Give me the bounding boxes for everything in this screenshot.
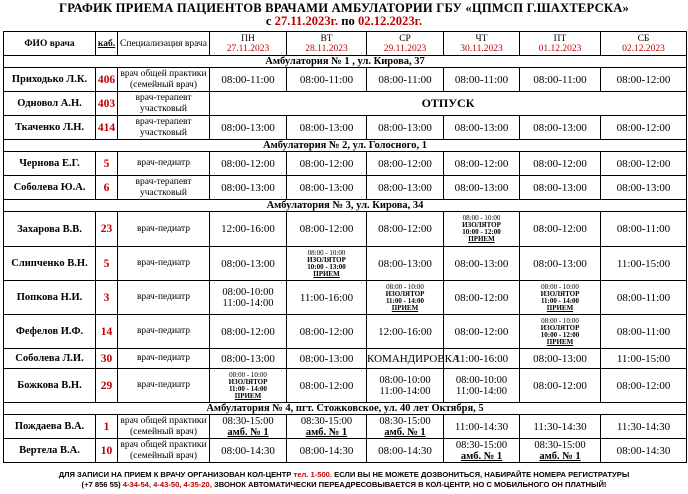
period-from: 27.11.2023г. xyxy=(274,14,339,28)
doctor-row xyxy=(4,68,687,92)
header-cab: каб. xyxy=(96,32,118,56)
schedule-cell: 08:00-12:00 xyxy=(210,315,287,349)
schedule-cell: 08:00-12:00 xyxy=(444,281,520,315)
doctor-name: Пождаева В.А. xyxy=(4,415,96,439)
cabinet-number: 414 xyxy=(96,116,118,140)
time-range: 10:00 - 12:00 xyxy=(540,330,580,339)
schedule-cell: 08:00-12:00 xyxy=(287,152,367,176)
time-range: 08:30-15:00 xyxy=(222,415,274,427)
schedule-cell: 08:00-13:00 xyxy=(210,116,287,140)
schedule-cell: 08:00-12:00 xyxy=(287,369,367,403)
doctor-name: Божкова В.Н. xyxy=(4,369,96,403)
schedule-cell: 08:00-14:30 xyxy=(210,439,287,463)
schedule-cell xyxy=(287,415,367,439)
time-range: 08:00 - 10:00 xyxy=(229,370,267,379)
schedule-cell: 11:00-14:30 xyxy=(444,415,520,439)
doctor-row xyxy=(4,349,687,369)
doctor-name: Одновол А.Н. xyxy=(4,92,96,116)
schedule-cell: 08:00-12:00 xyxy=(367,212,444,247)
schedule-cell xyxy=(520,281,601,315)
reception-label: ПРИЕМ xyxy=(468,235,495,243)
doctor-specialization: врач-педиатр xyxy=(118,212,210,247)
schedule-cell: 08:00-12:00 xyxy=(444,315,520,349)
time-range: 11:00 - 14:00 xyxy=(385,296,425,305)
schedule-cell: 08:00-11:00 xyxy=(210,68,287,92)
period-to-label: по xyxy=(341,14,355,28)
header-day: ВТ 28.11.2023 xyxy=(287,32,367,56)
reception-label: ПРИЕМ xyxy=(313,269,340,278)
doctor-name: Слипченко В.Н. xyxy=(4,247,96,281)
schedule-cell: 08:00-11:00 xyxy=(287,68,367,92)
schedule-cell xyxy=(210,415,287,439)
doctor-specialization: врач-терапевт участковый xyxy=(118,176,210,200)
schedule-cell: 08:00-11:00 xyxy=(444,68,520,92)
schedule-cell: 08:00-12:00 xyxy=(210,152,287,176)
isolator-label: ИЗОЛЯТОР xyxy=(307,255,346,264)
doctor-row xyxy=(4,212,687,247)
schedule-cell: 08:00-12:00 xyxy=(601,68,687,92)
schedule-cell: 08:00-13:00 xyxy=(520,349,601,369)
reception-label: ПРИЕМ xyxy=(546,337,574,346)
reception-label: ПРИЕМ xyxy=(546,303,574,312)
time-range: 11:00-14:00 xyxy=(456,385,507,397)
cabinet-number: 29 xyxy=(96,369,118,403)
schedule-cell: 08:00-12:00 xyxy=(520,212,601,247)
cabinet-number: 1 xyxy=(96,415,118,439)
reception-label: ПРИЕМ xyxy=(391,303,419,312)
doctor-row xyxy=(4,415,687,439)
schedule-cell: 11:00-15:00 xyxy=(601,247,687,281)
time-range: 10:00 - 12:00 xyxy=(462,228,501,236)
schedule-cell xyxy=(520,315,601,349)
section-title: Амбулатория № 4, пгт. Стожковское, ул. 40 лет Октября, 5 xyxy=(4,403,687,415)
schedule-cell: 08:00-12:00 xyxy=(287,212,367,247)
doctor-name: Вертела В.А. xyxy=(4,439,96,463)
doctor-row xyxy=(4,247,687,281)
doctor-specialization: врач-педиатр xyxy=(118,152,210,176)
section-row xyxy=(4,200,687,212)
doctor-name: Захарова В.В. xyxy=(4,212,96,247)
time-range: 08:00 - 10:00 xyxy=(307,248,346,257)
time-range: 08:00-10:00 xyxy=(222,286,274,298)
cabinet-number: 10 xyxy=(96,439,118,463)
header-name: ФИО врача xyxy=(4,32,96,56)
time-range: 08:00 - 10:00 xyxy=(462,214,501,222)
doctor-specialization: врач-педиатр xyxy=(118,315,210,349)
header-row xyxy=(4,32,687,56)
schedule-cell: 08:00-13:00 xyxy=(287,116,367,140)
header-day: СБ 02.12.2023 xyxy=(601,32,687,56)
schedule-cell: 11:00-16:00 xyxy=(444,349,520,369)
schedule-cell: 08:00-13:00 xyxy=(520,176,601,200)
time-range: 11:00 - 14:00 xyxy=(540,296,580,305)
doctor-row xyxy=(4,92,687,116)
schedule-cell: 08:00-12:00 xyxy=(444,152,520,176)
schedule-table xyxy=(3,31,687,463)
ambulatory-label: амб. № 1 xyxy=(384,426,426,438)
ambulatory-label: амб. № 1 xyxy=(460,450,503,462)
isolator-label: ИЗОЛЯТОР xyxy=(385,289,425,298)
schedule-cell: 08:00-11:00 xyxy=(601,281,687,315)
period-from-label: с xyxy=(265,14,272,28)
header-day: СР 29.11.2023 xyxy=(367,32,444,56)
schedule-cell xyxy=(367,281,444,315)
schedule-cell: 08:00-11:00 xyxy=(601,212,687,247)
time-range: 08:30-15:00 xyxy=(300,415,353,427)
time-range: 08:30-15:00 xyxy=(534,439,586,451)
doctor-specialization: врач-педиатр xyxy=(118,247,210,281)
doctor-row xyxy=(4,281,687,315)
schedule-cell xyxy=(444,212,520,247)
schedule-cell: 08:00-13:00 xyxy=(210,349,287,369)
doctor-specialization: врач-педиатр xyxy=(118,349,210,369)
cabinet-number: 14 xyxy=(96,315,118,349)
section-row xyxy=(4,56,687,68)
page-title: ГРАФИК ПРИЕМА ПАЦИЕНТОВ ВРАЧАМИ АМБУЛАТОРИИ ГБУ «ЦПМСП Г.ШАХТЕРСКА» xyxy=(59,1,629,15)
schedule-cell: 08:00-12:00 xyxy=(287,315,367,349)
schedule-cell: 08:00-12:00 xyxy=(367,152,444,176)
time-range: 08:00-10:00 xyxy=(379,374,431,386)
section-row xyxy=(4,403,687,415)
header-day: ПН 27.11.2023 xyxy=(210,32,287,56)
ambulatory-label: амб. № 1 xyxy=(305,426,348,438)
doctor-row xyxy=(4,369,687,403)
doctor-specialization: врач-педиатр xyxy=(118,369,210,403)
schedule-cell: 08:00-13:00 xyxy=(520,247,601,281)
schedule-cell: 08:00-12:00 xyxy=(601,369,687,403)
schedule-cell: 12:00-16:00 xyxy=(210,212,287,247)
doctor-name: Приходько Л.К. xyxy=(4,68,96,92)
time-range: 08:00-10:00 xyxy=(455,374,508,386)
cabinet-number: 30 xyxy=(96,349,118,369)
doctor-name: Попкова Н.И. xyxy=(4,281,96,315)
doctor-row xyxy=(4,152,687,176)
schedule-cell: 08:00-13:00 xyxy=(367,247,444,281)
doctor-specialization: врач-терапевт участковый xyxy=(118,116,210,140)
section-title: Амбулатория № 3, ул. Кирова, 34 xyxy=(4,200,687,212)
cabinet-number: 406 xyxy=(96,68,118,92)
header-spec: Специализация врача xyxy=(118,32,210,56)
schedule-cell: 08:00-11:00 xyxy=(520,68,601,92)
schedule-cell: 08:00-12:00 xyxy=(601,152,687,176)
schedule-period xyxy=(0,15,688,28)
schedule-cell: 12:00-16:00 xyxy=(367,315,444,349)
doctor-row xyxy=(4,439,687,463)
time-range: 08:30-15:00 xyxy=(455,439,508,451)
schedule-cell xyxy=(444,369,520,403)
schedule-cell: 08:00-13:00 xyxy=(601,176,687,200)
schedule-cell: 08:00-13:00 xyxy=(444,116,520,140)
cabinet-number: 5 xyxy=(96,247,118,281)
time-range: 08:00 - 10:00 xyxy=(541,316,579,325)
doctor-specialization: врач-терапевт участковый xyxy=(118,92,210,116)
isolator-label: ИЗОЛЯТОР xyxy=(228,377,268,386)
doctor-name: Соболева Л.И. xyxy=(4,349,96,369)
time-range: 10:00 - 13:00 xyxy=(307,262,346,271)
schedule-cell xyxy=(367,415,444,439)
schedule-cell xyxy=(367,369,444,403)
schedule-cell xyxy=(444,439,520,463)
doctor-specialization: врач общей практики (семейный врач) xyxy=(118,68,210,92)
isolator-label: ИЗОЛЯТОР xyxy=(540,323,580,332)
schedule-cell: 08:00-13:00 xyxy=(287,349,367,369)
section-row xyxy=(4,140,687,152)
cabinet-number: 403 xyxy=(96,92,118,116)
time-range: 08:00 - 10:00 xyxy=(386,282,424,291)
ambulatory-label: амб. № 1 xyxy=(227,426,269,438)
schedule-cell: 11:30-14:30 xyxy=(520,415,601,439)
cabinet-number: 5 xyxy=(96,152,118,176)
section-title: Амбулатория № 1 , ул. Кирова, 37 xyxy=(4,56,687,68)
schedule-cell: 08:00-13:00 xyxy=(210,176,287,200)
reception-label: ПРИЕМ xyxy=(234,391,262,400)
schedule-cell: 08:00-11:00 xyxy=(367,68,444,92)
schedule-cell: 08:00-13:00 xyxy=(210,247,287,281)
schedule-cell xyxy=(210,281,287,315)
isolator-label: ИЗОЛЯТОР xyxy=(462,221,501,229)
doctor-name: Соболева Ю.А. xyxy=(4,176,96,200)
cabinet-number: 6 xyxy=(96,176,118,200)
doctor-row xyxy=(4,315,687,349)
schedule-cell xyxy=(287,247,367,281)
schedule-cell: 08:00-12:00 xyxy=(520,152,601,176)
doctor-row xyxy=(4,116,687,140)
time-range: 08:00 - 10:00 xyxy=(541,282,579,291)
schedule-cell: 08:00-13:00 xyxy=(367,116,444,140)
schedule-cell: 11:30-14:30 xyxy=(601,415,687,439)
schedule-cell: 08:00-13:00 xyxy=(520,116,601,140)
schedule-cell: 08:00-12:00 xyxy=(601,116,687,140)
doctor-specialization: врач общей практики (семейный врач) xyxy=(118,415,210,439)
doctor-specialization: врач-педиатр xyxy=(118,281,210,315)
doctor-name: Ткаченко Л.Н. xyxy=(4,116,96,140)
schedule-cell: 08:00-13:00 xyxy=(287,176,367,200)
schedule-cell: 08:00-14:30 xyxy=(367,439,444,463)
doctor-row xyxy=(4,176,687,200)
footer-line-1: ДЛЯ ЗАПИСИ НА ПРИЕМ К ВРАЧУ ОРГАНИЗОВАН КОЛ-ЦЕНТР тел. 1-500. ЕСЛИ ВЫ НЕ МОЖЕТЕ ДОЗВОНИТЬСЯ, НАБИРАЙТЕ НОМЕРА РЕГИСТРАТУРЫ xyxy=(58,470,630,479)
footer-line-2: (+7 856 55) 4-34-54, 4-43-50, 4-35-20, ЗВОНОК АВТОМАТИЧЕСКИ ПЕРЕАДРЕСОВЫВАЕТСЯ В КОЛ-ЦЕНТР, НО С МОБИЛЬНОГО ОН ПЛАТНЫЙ! xyxy=(81,480,607,489)
ambulatory-label: амб. № 1 xyxy=(539,450,581,462)
period-to: 02.12.2023г. xyxy=(357,14,423,28)
schedule-cell: 11:00-15:00 xyxy=(601,349,687,369)
time-range: 08:30-15:00 xyxy=(379,415,431,427)
cabinet-number: 23 xyxy=(96,212,118,247)
doctor-specialization: врач общей практики (семейный врач) xyxy=(118,439,210,463)
schedule-cell: 08:00-11:00 xyxy=(601,315,687,349)
schedule-cell: 11:00-16:00 xyxy=(287,281,367,315)
schedule-cell: КОМАНДИРОВКА xyxy=(367,349,444,369)
header-day: ЧТ 30.11.2023 xyxy=(444,32,520,56)
schedule-cell xyxy=(210,369,287,403)
doctor-name: Фефелов И.Ф. xyxy=(4,315,96,349)
time-range: 11:00 - 14:00 xyxy=(228,384,268,393)
isolator-label: ИЗОЛЯТОР xyxy=(540,289,580,298)
schedule-cell: 08:00-13:00 xyxy=(444,176,520,200)
schedule-cell: 08:00-14:30 xyxy=(601,439,687,463)
cabinet-number: 3 xyxy=(96,281,118,315)
schedule-cell: 08:00-14:30 xyxy=(287,439,367,463)
footer-note xyxy=(0,470,688,490)
section-title: Амбулатория № 2, ул. Голосного, 1 xyxy=(4,140,687,152)
schedule-cell xyxy=(520,439,601,463)
doctor-name: Чернова Е.Г. xyxy=(4,152,96,176)
header-day: ПТ 01.12.2023 xyxy=(520,32,601,56)
schedule-cell: 08:00-13:00 xyxy=(367,176,444,200)
schedule-cell: 08:00-12:00 xyxy=(520,369,601,403)
time-range: 11:00-14:00 xyxy=(379,385,431,397)
schedule-cell: 08:00-13:00 xyxy=(444,247,520,281)
time-range: 11:00-14:00 xyxy=(222,297,274,309)
schedule-note: ОТПУСК xyxy=(210,92,687,116)
